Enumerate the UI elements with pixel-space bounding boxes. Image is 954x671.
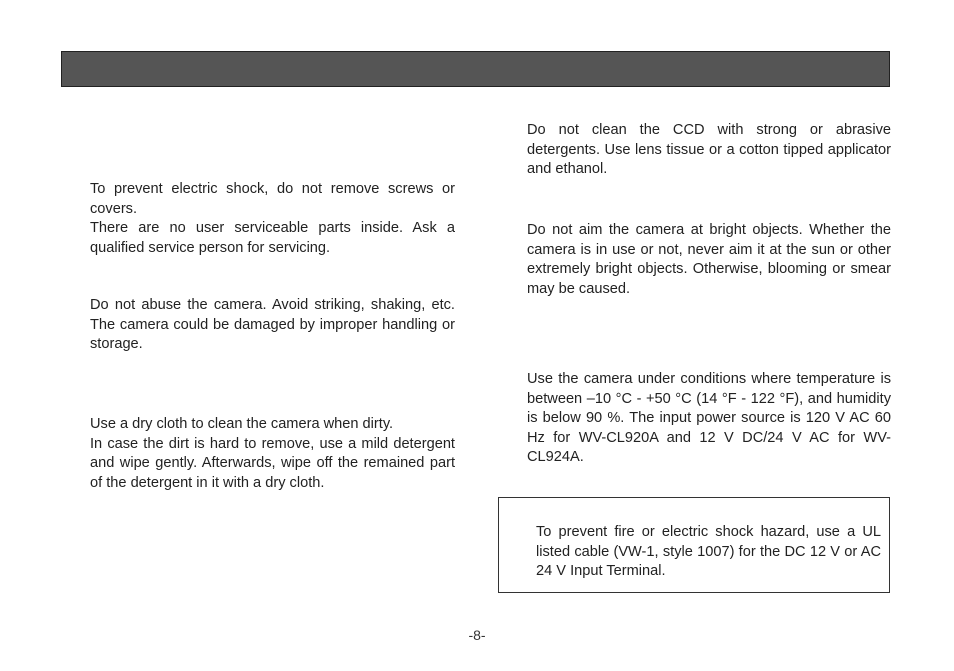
- ccd-cleaning-paragraph: [527, 121, 891, 180]
- electric-shock-paragraph: [90, 180, 455, 258]
- operating-conditions-paragraph: [527, 370, 891, 468]
- warning-text: To prevent fire or electric shock hazard, use a UL listed cable (VW-1, style 1007) for the DC 12 V or AC 24 V Input Terminal.: [536, 524, 881, 579]
- electric-shock-line-1: To prevent electric shock, do not remove screws or covers.: [90, 181, 455, 217]
- bright-objects-text: Do not aim the camera at bright objects. Whether the camera is in use or not, never aim it at the sun or other extremely bright objects. Otherwise, blooming or smear may be caused.: [527, 222, 891, 297]
- handling-paragraph: [90, 296, 455, 355]
- handling-text: Do not abuse the camera. Avoid striking, shaking, etc. The camera could be damaged by improper handling or storage.: [90, 297, 455, 352]
- cleaning-line-2: In case the dirt is hard to remove, use a mild detergent and wipe gently. Afterwards, wipe off the remained part of the detergent in it with a dry cloth.: [90, 435, 455, 491]
- warning-box: [498, 497, 890, 593]
- electric-shock-line-2: There are no user serviceable parts inside. Ask a qualified service person for servicing.: [90, 220, 455, 256]
- cleaning-paragraph: [90, 415, 455, 493]
- section-header-bar: [61, 51, 890, 87]
- ccd-cleaning-text: Do not clean the CCD with strong or abrasive detergents. Use lens tissue or a cotton tipped applicator and ethanol.: [527, 122, 891, 177]
- bright-objects-paragraph: [527, 221, 891, 299]
- cleaning-line-1: Use a dry cloth to clean the camera when dirty.: [90, 416, 394, 432]
- operating-conditions-text: Use the camera under conditions where temperature is between –10 °C - +50 °C (14 °F - 122 °F), and humidity is below 90 %. The input power source is 120 V AC 60 Hz for WV-CL920A and 12 V DC/24 V AC for WV-CL924A.: [527, 371, 891, 465]
- page-number: -8-: [468, 627, 486, 643]
